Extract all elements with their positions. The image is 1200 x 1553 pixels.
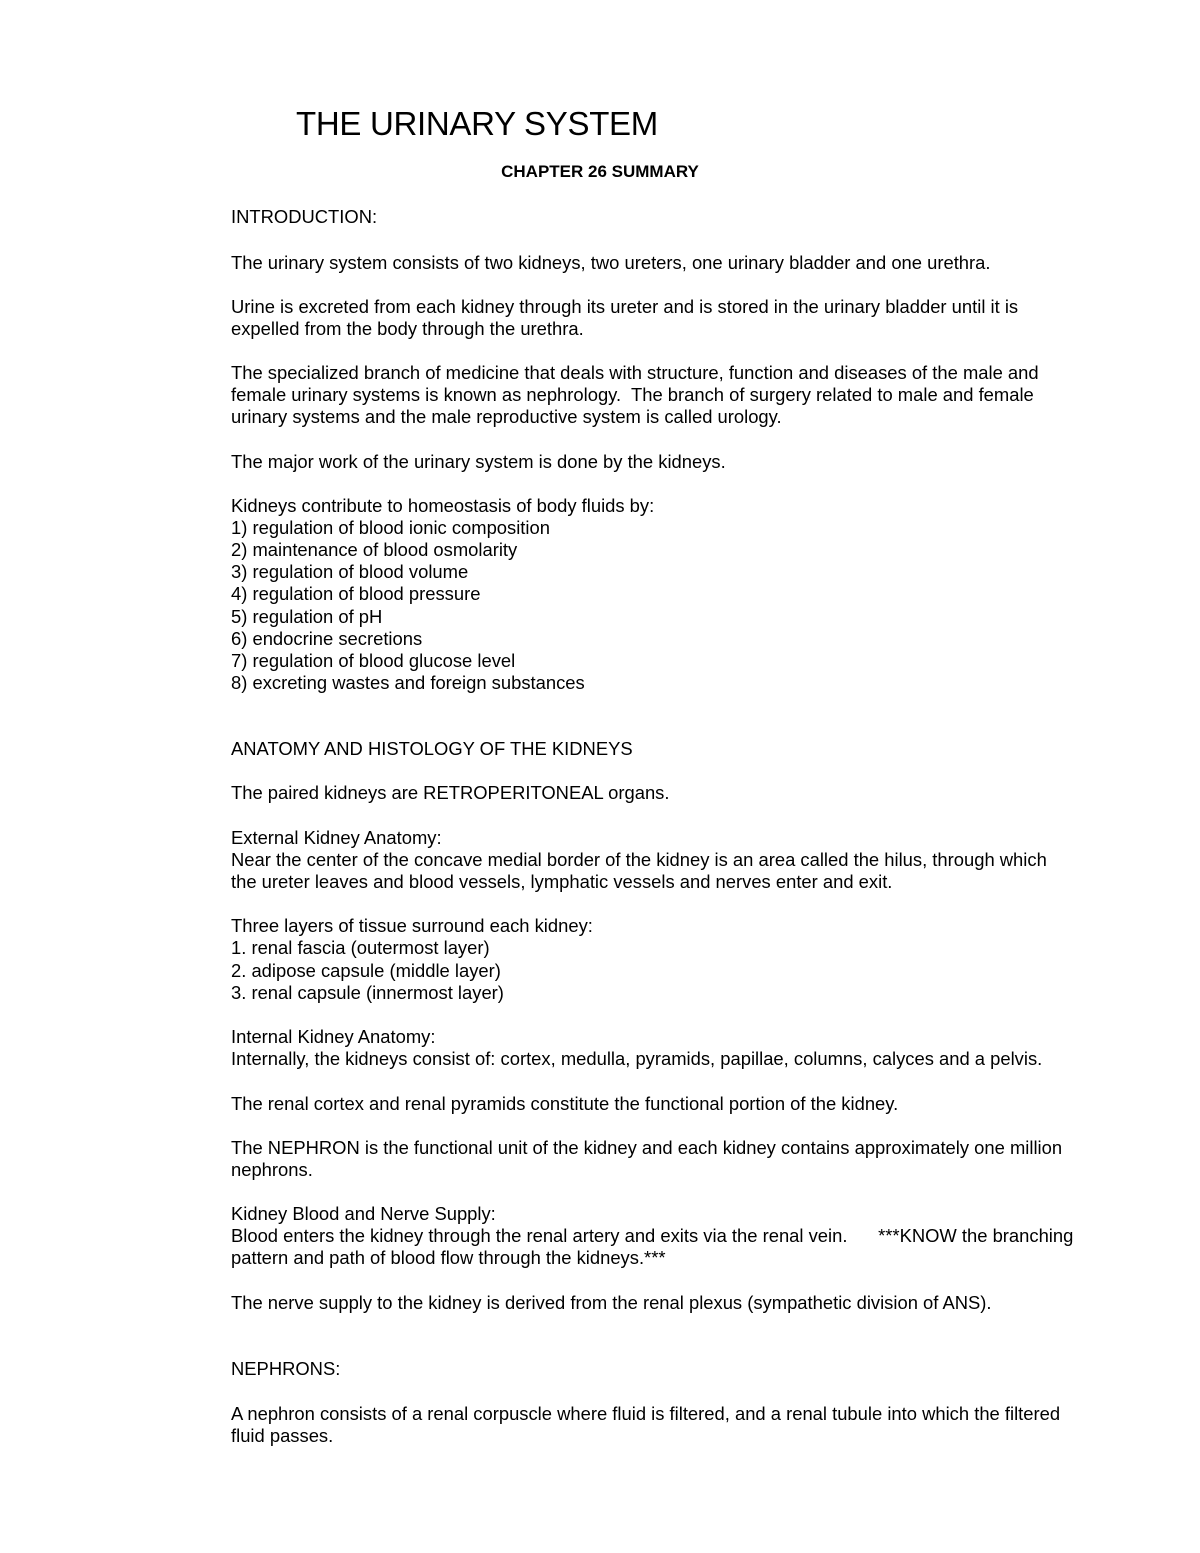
list-item: 7) regulation of blood glucose level: [231, 650, 516, 671]
subheading-external-anatomy: External Kidney Anatomy:: [231, 827, 442, 848]
text-line: The paired kidneys are RETROPERITONEAL organs.: [231, 782, 670, 803]
text-line: fluid passes.: [231, 1425, 334, 1446]
text-line: Urine is excreted from each kidney through its ureter and is stored in the urinary bladder until it is: [231, 296, 1019, 317]
text-line: expelled from the body through the urethra.: [231, 318, 584, 339]
list-item: 1) regulation of blood ionic composition: [231, 517, 550, 538]
chapter-subtitle: CHAPTER 26 SUMMARY: [501, 162, 699, 181]
document-title: THE URINARY SYSTEM: [296, 105, 658, 142]
text-line: urinary systems and the male reproductive system is called urology.: [231, 406, 782, 427]
list-item: 8) excreting wastes and foreign substances: [231, 672, 585, 693]
text-line: Kidneys contribute to homeostasis of body fluids by:: [231, 495, 655, 516]
text-line: The renal cortex and renal pyramids constitute the functional portion of the kidney.: [231, 1093, 899, 1114]
text-line: The nerve supply to the kidney is derived from the renal plexus (sympathetic division of ANS).: [231, 1292, 992, 1313]
text-line: female urinary systems is known as nephrology. The branch of surgery related to male and female: [231, 384, 1034, 405]
list-item: 1. renal fascia (outermost layer): [231, 937, 490, 958]
list-item: 3. renal capsule (innermost layer): [231, 982, 504, 1003]
list-item: 5) regulation of pH: [231, 606, 383, 627]
text-line: The NEPHRON is the functional unit of the kidney and each kidney contains approximately one million: [231, 1137, 1063, 1158]
section-heading-nephrons: NEPHRONS:: [231, 1358, 341, 1379]
text-line: pattern and path of blood flow through the kidneys.***: [231, 1247, 666, 1268]
text-line: The urinary system consists of two kidneys, two ureters, one urinary bladder and one urethra.: [231, 252, 991, 273]
text-line: A nephron consists of a renal corpuscle where fluid is filtered, and a renal tubule into which the filtered: [231, 1403, 1061, 1424]
text-line: the ureter leaves and blood vessels, lymphatic vessels and nerves enter and exit.: [231, 871, 893, 892]
text-line: Internally, the kidneys consist of: cortex, medulla, pyramids, papillae, columns, calyces and a pelvis.: [231, 1048, 1043, 1069]
list-item: 3) regulation of blood volume: [231, 561, 469, 582]
text-line: Three layers of tissue surround each kidney:: [231, 915, 593, 936]
section-heading-anatomy: ANATOMY AND HISTOLOGY OF THE KIDNEYS: [231, 738, 633, 759]
section-heading-introduction: INTRODUCTION:: [231, 206, 378, 227]
subheading-internal-anatomy: Internal Kidney Anatomy:: [231, 1026, 436, 1047]
text-line: Blood enters the kidney through the renal artery and exits via the renal vein. ***KNOW the branching: [231, 1225, 1074, 1246]
list-item: 4) regulation of blood pressure: [231, 583, 481, 604]
text-line: Near the center of the concave medial border of the kidney is an area called the hilus, through which: [231, 849, 1047, 870]
list-item: 2. adipose capsule (middle layer): [231, 960, 501, 981]
text-line: nephrons.: [231, 1159, 313, 1180]
text-line: The specialized branch of medicine that deals with structure, function and diseases of the male and: [231, 362, 1039, 383]
list-item: 2) maintenance of blood osmolarity: [231, 539, 518, 560]
text-line: The major work of the urinary system is done by the kidneys.: [231, 451, 726, 472]
subheading-blood-nerve-supply: Kidney Blood and Nerve Supply:: [231, 1203, 496, 1224]
list-item: 6) endocrine secretions: [231, 628, 423, 649]
